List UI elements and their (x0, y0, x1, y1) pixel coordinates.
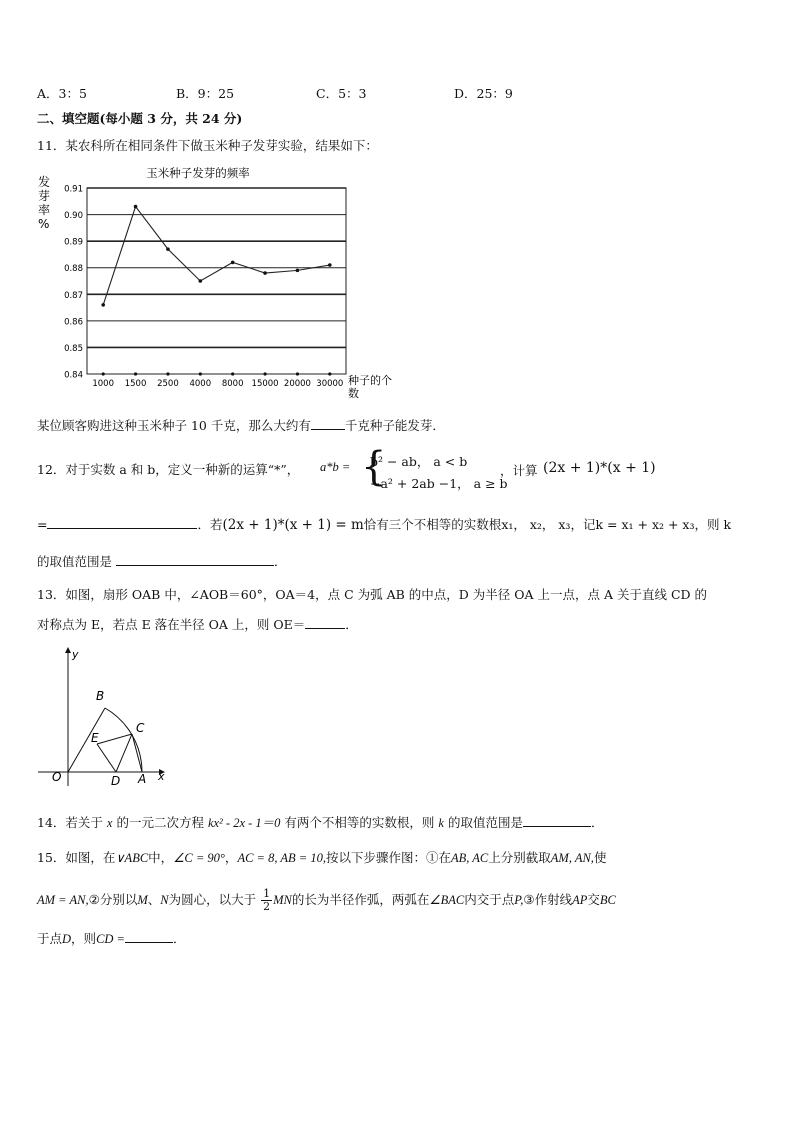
x-tick-label: 4000 (189, 379, 212, 389)
baseline-point (166, 372, 169, 375)
q15-l3a: 于点 (37, 931, 63, 946)
q15-aman: AM, AN, (550, 851, 594, 865)
q15-d: D (62, 932, 72, 946)
q12-line2-a: ．若 (197, 517, 223, 532)
q15-cd: CD = (96, 932, 125, 946)
baseline-point (263, 372, 266, 375)
q14 (37, 813, 603, 831)
q14-k: k (438, 816, 444, 830)
chart-title: 玉米种子发芽的频率 (146, 166, 250, 180)
q14-x: x (106, 816, 113, 830)
q14-c: 有两个不相等的实数根，则 (284, 815, 435, 830)
q12-answer-blank-1[interactable] (47, 528, 197, 529)
fraction-half (261, 888, 272, 913)
q12-line2-e: ，则 k (694, 517, 732, 532)
baseline-point (231, 372, 234, 375)
y-tick-label: 0.88 (64, 264, 83, 275)
frac-num: 1 (263, 887, 271, 900)
data-point (101, 303, 105, 307)
q14-a: 14．若关于 (37, 815, 103, 830)
q12-line2-d: ，记 (570, 517, 596, 532)
x-tick-label: 8000 (221, 379, 244, 389)
q15-l3end: ． (173, 931, 186, 946)
q15-angle: ∠C = 90° (173, 851, 225, 865)
segment-ce (97, 734, 132, 744)
q15-answer-blank[interactable] (125, 942, 173, 943)
q15-line3 (37, 929, 186, 947)
q15-mn: MN (273, 893, 292, 907)
baseline-point (296, 372, 299, 375)
baseline-point (134, 372, 137, 375)
q12-case2: −a² + 2ab −1， a ≥ b (370, 476, 508, 491)
y-tick-label: 0.86 (64, 317, 83, 328)
q15-line1 (37, 848, 606, 866)
y-tick-label: 0.89 (64, 237, 83, 248)
y-label-char: % (38, 217, 50, 231)
option-b: B．9：25 (176, 86, 235, 101)
q15-l2c: 、 (147, 892, 161, 907)
label-b: B (96, 689, 105, 703)
q15-l1b: 中， (148, 850, 174, 865)
q12-k-expr: k = x₁ + x₂ + x₃ (595, 517, 695, 532)
x-tick-label: 30000 (316, 379, 344, 389)
label-y: y (72, 648, 79, 661)
x-tick-label: 15000 (251, 379, 279, 389)
q12-line2 (37, 515, 731, 533)
q15-l2b: ②分别以 (88, 892, 138, 907)
q13-line2-end: ． (345, 617, 358, 632)
y-label-char: 芽 (38, 189, 51, 203)
y-tick-label: 0.87 (64, 290, 83, 301)
q15-l1f: 使 (593, 850, 607, 865)
y-tick-label: 0.91 (64, 184, 83, 195)
q14-d: 的取值范围是 (447, 815, 523, 830)
label-c: C (136, 721, 145, 735)
q12-op: a*b = (320, 460, 351, 474)
q12-case1: b² − ab， a < b (370, 454, 468, 469)
chart-xlabel: 种子的个 (348, 374, 392, 387)
q15-l2a: AM = AN, (37, 893, 89, 907)
q14-end: ． (590, 815, 604, 830)
q15-l1d: 按以下步骤作图：①在 (325, 850, 451, 865)
plot-frame (87, 188, 346, 374)
section-heading: 二、填空题(每小题 3 分，共 24 分) (37, 111, 243, 126)
q15-l3b: ，则 (71, 931, 97, 946)
segment-ac (132, 734, 142, 772)
q11-follow-a: 某位顾客购进这种玉米种子 10 千克，那么大约有 (37, 418, 311, 433)
segment-cd (116, 734, 132, 772)
label-x: x (158, 770, 165, 783)
x-tick-label: 1000 (92, 379, 115, 389)
option-c: C．5：3 (316, 86, 367, 101)
q14-eq: kx² - 2x - 1＝0 (207, 816, 281, 830)
chart-xlabel-cont: 数 (348, 387, 359, 400)
q15-m: M (137, 893, 148, 907)
data-point (296, 269, 300, 273)
q12-roots: x₁， x₂， x₃ (501, 517, 571, 532)
q13-line2-text: 对称点为 E，若点 E 落在半径 OA 上，则 OE＝ (37, 617, 306, 632)
q12-line3-end: ． (274, 554, 287, 569)
q13-answer-blank[interactable] (305, 628, 345, 629)
q15-l2d: 为圆心，以大于 (168, 892, 257, 907)
q12-line3-text: 的取值范围是 (37, 554, 113, 569)
data-point (199, 279, 203, 283)
option-a: A．3：5 (37, 86, 87, 101)
x-tick-label: 1500 (124, 379, 147, 389)
q11-follow-b: 千克种子能发芽． (344, 418, 445, 433)
q15-bc: BC (599, 893, 616, 907)
baseline-point (199, 372, 202, 375)
q15-p: P, (514, 893, 524, 907)
q15-l1c: ， (224, 850, 238, 865)
data-point (328, 263, 332, 267)
label-e: E (91, 731, 99, 745)
baseline-point (328, 372, 331, 375)
y-tick-label: 0.84 (64, 370, 83, 381)
y-label-char: 率 (38, 203, 51, 217)
q12-part2: ，计算 (500, 463, 538, 478)
series-line (103, 207, 330, 305)
sector-figure (30, 640, 180, 790)
y-tick-label: 0.85 (64, 343, 83, 354)
x-tick-label: 20000 (283, 379, 311, 389)
q15-tri: ∨ABC (115, 851, 149, 865)
x-tick-label: 2500 (157, 379, 179, 389)
segment-ed (97, 744, 116, 772)
segment-ob (68, 708, 105, 772)
q15-ap: AP (572, 893, 588, 907)
data-point (231, 261, 235, 265)
q11-stem: 11．某农科所在相同条件下做玉米种子发芽实验，结果如下： (37, 138, 378, 153)
data-point (166, 247, 170, 251)
q14-b: 的一元二次方程 (116, 815, 204, 830)
q11-follow (37, 416, 445, 434)
q15-ac: AC = 8, AB = 10, (237, 851, 326, 865)
germination-chart (30, 160, 410, 400)
q12-line2-c: 恰有三个不相等的实数根 (363, 517, 502, 532)
q12-expr: (2x + 1)*(x + 1) (543, 460, 656, 476)
q12-line2-eq: = (37, 517, 48, 532)
q15-n: N (160, 893, 169, 907)
q15-l2e: 的长为半径作弧，两弧在 (291, 892, 430, 907)
q15-abac: AB, AC (450, 851, 489, 865)
q15-bac: ∠BAC (429, 893, 465, 907)
data-point (263, 271, 267, 275)
y-tick-label: 0.90 (64, 211, 83, 222)
q13-line1: 13．如图，扇形 OAB 中，∠AOB＝60°，OA＝4，点 C 为弧 AB 的中点，D 为半径 OA 上一点，点 A 关于直线 CD 的 (37, 587, 708, 602)
frac-den: 2 (263, 900, 271, 913)
q15-line2 (37, 888, 616, 913)
q11-answer-blank[interactable] (311, 429, 345, 430)
data-point (134, 205, 138, 209)
q15-l1e: 上分别截取 (488, 850, 551, 865)
label-d: D (111, 774, 121, 788)
q15-l1a: 15．如图，在 (37, 850, 116, 865)
q15-l2f: 内交于点 (464, 892, 515, 907)
q13-line2 (37, 615, 358, 633)
q12-line2-b: (2x + 1)*(x + 1) = m (222, 517, 364, 533)
q15-l2h: 交 (587, 892, 600, 907)
y-label-char: 发 (38, 175, 51, 189)
option-d: D．25：9 (454, 86, 513, 101)
q12-part1: 12．对于实数 a 和 b，定义一种新的运算“*”， (37, 462, 300, 477)
q14-answer-blank[interactable] (523, 826, 591, 827)
piecewise-brace: { (361, 444, 387, 490)
label-o: O (52, 770, 62, 784)
baseline-point (102, 372, 105, 375)
q15-l2g: ③作射线 (523, 892, 573, 907)
q12-line3 (37, 552, 287, 570)
q12-answer-blank-2[interactable] (116, 565, 274, 566)
label-a: A (138, 772, 147, 786)
